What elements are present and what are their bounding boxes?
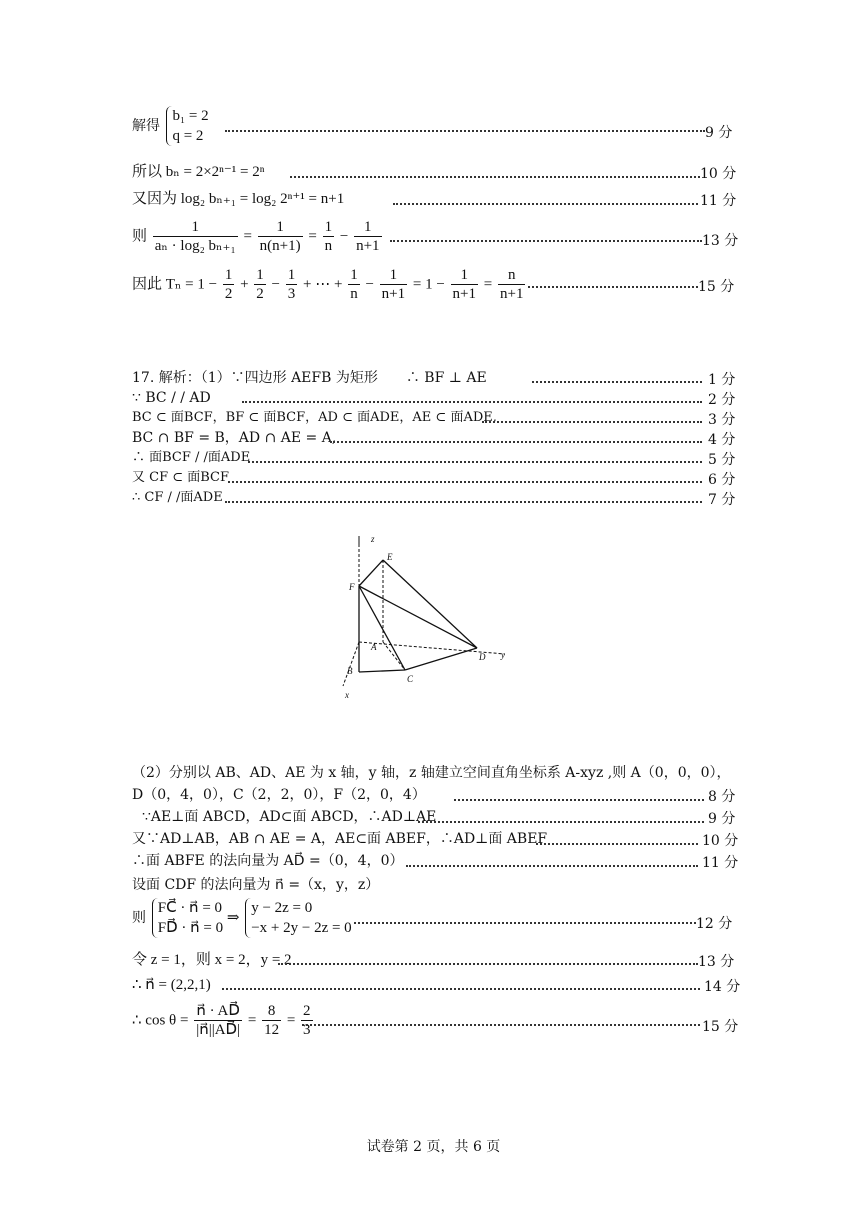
fraction <box>262 1002 281 1039</box>
fraction <box>258 218 303 255</box>
fraction <box>348 266 360 303</box>
solve-system <box>166 106 208 146</box>
q17-line7: ∴ CF / /面ADE <box>132 490 223 505</box>
leader-dots <box>454 799 704 801</box>
solve-eq2: q = 2 <box>172 128 204 144</box>
score-11b: 11 分 <box>702 855 739 871</box>
leader-dots <box>406 865 698 867</box>
tn-mid: + ⋯ + <box>303 276 343 293</box>
numerator: 1 <box>287 267 296 283</box>
numerator: 2 <box>303 1003 311 1019</box>
score-10b: 10 分 <box>702 833 739 849</box>
solve-prefix: 解得 <box>132 118 160 134</box>
fraction <box>254 266 266 303</box>
label-b: B <box>347 666 353 676</box>
denominator: 2 <box>224 286 233 302</box>
page-footer: 试卷第 2 页，共 6 页 <box>366 1139 501 1155</box>
numerator: 1 <box>256 267 264 283</box>
leader-dots <box>248 461 702 463</box>
denominator: n+1 <box>356 238 380 254</box>
denominator: n+1 <box>381 286 406 302</box>
score-9: 9 分 <box>705 125 733 141</box>
fraction <box>153 218 238 255</box>
equals: = <box>247 1012 257 1029</box>
leader-dots <box>354 922 696 924</box>
part2-system-line <box>132 898 352 938</box>
part2-line3: ∵AE⊥面 ABCD，AD⊂面 ABCD，∴AD⊥AE <box>142 809 437 825</box>
leader-dots <box>390 240 702 242</box>
system-eq-c: y − 2z = 0 <box>251 900 313 916</box>
log-line: 又因为 log₂ bₙ₊₁ = log₂ 2ⁿ⁺¹ = n+1 <box>132 191 345 207</box>
denominator: n <box>324 238 333 254</box>
fraction <box>194 1002 242 1039</box>
leader-dots <box>482 421 702 423</box>
label-y: y <box>501 650 505 660</box>
q17-line6: 又 CF ⊂ 面BCF <box>132 470 230 485</box>
fraction <box>354 218 381 255</box>
fraction <box>223 266 235 303</box>
denominator: n+1 <box>452 286 477 302</box>
q17-line1: 17. 解析：（1）∵四边形 AEFB 为矩形 ∴ BF ⊥ AE <box>132 370 487 386</box>
label-a: A <box>371 642 377 652</box>
score-1: 1 分 <box>708 372 736 388</box>
tn-line: 因此 Tₙ = 1 − $\frac{1}{2}$ + $\frac{1}{2}$ − $\frac{1}{3}$ + ⋯ + $\frac{1}{n}$ − $\frac{1}{n+1}$ = 1 − $\frac{1}{n+1}$ = $\frac{n}{n+1}$ <box>132 267 524 302</box>
leader-dots <box>222 988 700 990</box>
leader-dots <box>532 381 702 383</box>
part2-line9: ∴ n⃗ = (2,2,1) <box>132 977 211 993</box>
label-d: D <box>479 652 486 662</box>
score-5: 5 分 <box>708 452 736 468</box>
leader-dots <box>290 176 700 178</box>
leader-dots <box>330 441 702 443</box>
part2-line6: 设面 CDF 的法向量为 n⃗ =（x，y，z） <box>132 877 380 893</box>
denominator: n <box>350 286 358 302</box>
fraction <box>380 266 407 303</box>
implies-arrow: ⇒ <box>226 910 240 926</box>
label-e: E <box>387 552 393 562</box>
leader-dots <box>528 286 698 288</box>
fraction <box>498 266 525 303</box>
solve-line <box>132 106 209 146</box>
numerator: 1 <box>354 218 381 237</box>
part2-cos-line <box>132 1002 315 1039</box>
ze-prefix: 则 <box>132 228 148 245</box>
denominator: 12 <box>264 1022 280 1038</box>
q17-line5: ∴ 面BCF / /面ADE <box>132 450 251 465</box>
denominator: 2 <box>256 286 264 302</box>
score-7: 7 分 <box>708 492 736 508</box>
score-10: 10 分 <box>700 166 737 182</box>
x-axis <box>343 642 359 686</box>
numerator: n⃗ · AD⃗ <box>194 1002 242 1021</box>
geometry-figure <box>335 530 515 700</box>
denominator: aₙ · log₂ bₙ₊₁ <box>154 238 236 254</box>
score-15: 15 分 <box>698 279 735 295</box>
score-6: 6 分 <box>708 472 736 488</box>
leader-dots <box>536 843 698 845</box>
denominator: n+1 <box>499 286 524 302</box>
score-9b: 9 分 <box>708 811 736 827</box>
numerator: 1 <box>324 219 333 235</box>
numerator: 1 <box>451 266 478 285</box>
numerator: 1 <box>380 266 407 285</box>
leader-dots <box>393 203 698 205</box>
numerator: 1 <box>153 218 238 237</box>
part2-line4: 又∵AD⊥AB，AB ∩ AE = A，AE⊂面 ABEF，∴AD⊥面 ABEF <box>132 831 548 847</box>
score-13b: 13 分 <box>698 954 735 970</box>
system-left <box>152 898 223 938</box>
denominator: 3 <box>287 286 296 302</box>
fraction <box>451 266 478 303</box>
leader-dots <box>225 130 705 132</box>
score-15b: 15 分 <box>702 1019 739 1035</box>
numerator: 1 <box>224 267 233 283</box>
q17-line2: ∵ BC / / AD <box>132 390 211 406</box>
numerator: 1 <box>258 218 303 237</box>
numerator: n <box>498 266 525 285</box>
score-2: 2 分 <box>708 392 736 408</box>
leader-dots <box>228 481 702 483</box>
system-prefix: 则 <box>132 910 146 926</box>
fraction-line: 则 $\frac{1}{\text{aₙ · log₂ bₙ₊₁}}$ = $\frac{1}{n(n+1)}$ = $\frac{1}{n}$ − $\frac{1}{n+1}$ <box>132 219 380 254</box>
fraction <box>286 266 298 303</box>
solve-eq1: b₁ = 2 <box>172 108 209 124</box>
label-c: C <box>407 674 414 684</box>
system-eq-d: −x + 2y − 2z = 0 <box>251 920 352 936</box>
label-z: z <box>371 534 375 544</box>
part2-line5: ∴面 ABFE 的法向量为 AD⃗ =（0，4，0） <box>132 853 404 869</box>
denominator: |n⃗||AD⃗| <box>196 1022 241 1038</box>
leader-dots <box>225 501 702 503</box>
equals: = <box>286 1012 296 1029</box>
cos-prefix: ∴ cos θ = <box>132 1012 189 1029</box>
score-8: 8 分 <box>708 789 736 805</box>
leader-dots <box>302 1024 700 1026</box>
label-f: F <box>349 582 355 592</box>
leader-dots <box>242 401 702 403</box>
system-eq-b: FD⃗ · n⃗ = 0 <box>157 920 224 936</box>
score-13: 13 分 <box>702 233 739 249</box>
system-eq-a: FC⃗ · n⃗ = 0 <box>157 900 223 916</box>
denominator: 3 <box>303 1022 311 1038</box>
leader-dots <box>278 963 698 965</box>
denominator: n(n+1) <box>259 238 301 254</box>
tn-prefix: 因此 Tₙ = 1 − <box>132 276 218 293</box>
numerator: 1 <box>350 267 358 283</box>
system-right <box>245 898 352 938</box>
part2-line8: 令 z = 1，则 x = 2，y = 2 <box>132 952 292 968</box>
score-11: 11 分 <box>700 193 737 209</box>
score-14: 14 分 <box>704 979 741 995</box>
bn-line: 所以 bₙ = 2×2ⁿ⁻¹ = 2ⁿ <box>132 164 265 180</box>
numerator: 8 <box>262 1002 281 1021</box>
score-3: 3 分 <box>708 412 736 428</box>
score-4: 4 分 <box>708 432 736 448</box>
label-x: x <box>345 690 349 700</box>
q17-line4: BC ∩ BF = B，AD ∩ AE = A, <box>132 430 337 446</box>
score-12: 12 分 <box>696 916 733 932</box>
part2-line2: D（0，4，0），C（2，2，0），F（2，0，4） <box>132 787 426 803</box>
fraction <box>323 218 335 255</box>
fraction <box>301 1002 313 1039</box>
part2-line1: （2）分别以 AB、AD、AE 为 x 轴，y 轴，z 轴建立空间直角坐标系 A-xyz ,则 A（0，0，0）， <box>132 765 731 781</box>
q17-line3: BC ⊂ 面BCF，BF ⊂ 面BCF，AD ⊂ 面ADE，AE ⊂ 面ADE, <box>132 410 497 425</box>
leader-dots <box>418 821 704 823</box>
